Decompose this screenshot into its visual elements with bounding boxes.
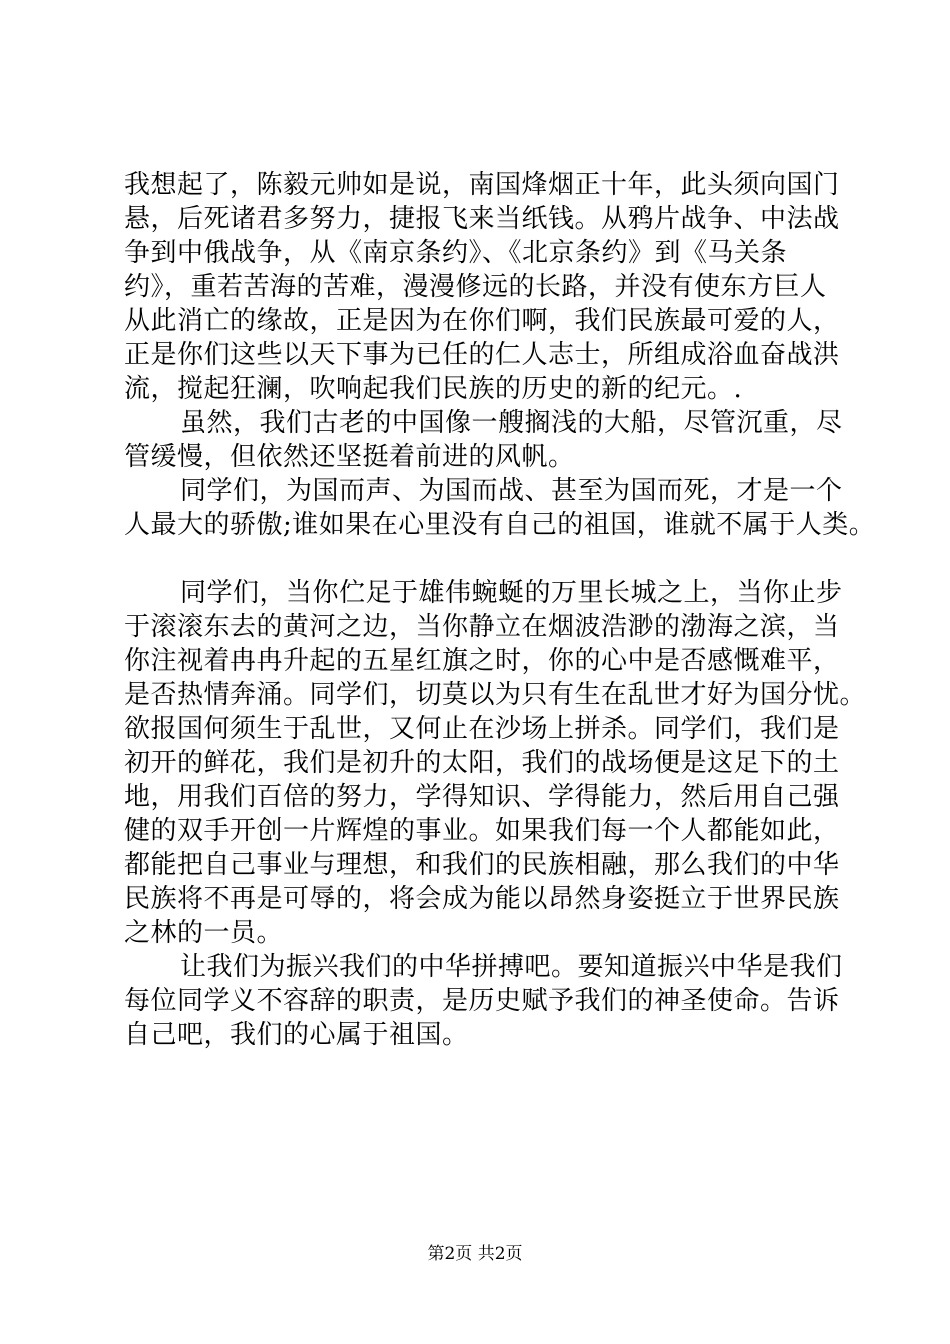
paragraph [124,168,839,406]
text-line: 都能把自己事业与理想，和我们的民族相融，那么我们的中华 [124,850,840,880]
text-line: 健的双手开创一片辉煌的事业。如果我们每一个人都能如此， [124,816,840,846]
paragraph [124,474,876,542]
text-line: 每位同学义不容辞的职责，是历史赋予我们的神圣使命。告诉 [124,986,840,1016]
text-line: 正是你们这些以天下事为已任的仁人志士，所组成浴血奋战洪 [124,340,840,370]
text-line: 管缓慢，但依然还坚挺着前进的风帆。 [124,442,575,472]
text-line: 从此消亡的缘故，正是因为在你们啊，我们民族最可爱的人， [124,306,840,336]
text-line: 争到中俄战争，从《南京条约》、《北京条约》到《马关条 [124,238,788,268]
text-line: 约》，重若苦海的苦难，漫漫修远的长路，并没有使东方巨人 [124,272,827,302]
text-line: 自己吧，我们的心属于祖国。 [124,1020,469,1050]
text-line: 于滚滚东去的黄河之边，当你静立在烟波浩渺的渤海之滨，当 [124,612,840,642]
text-line: 初开的鲜花，我们是初升的太阳，我们的战场便是这足下的土 [124,748,840,778]
text-line: 让我们为振兴我们的中华拼搏吧。要知道振兴中华是我们 [180,952,843,982]
text-line: 之林的一员。 [124,918,284,948]
text-line: 民族将不再是可辱的，将会成为能以昂然身姿挺立于世界民族 [124,884,840,914]
text-line: 虽然，我们古老的中国像一艘搁浅的大船，尽管沉重，尽 [180,408,843,438]
text-line: 流，搅起狂澜，吹响起我们民族的历史的新的纪元。. [124,374,743,404]
text-line: 悬，后死诸君多努力，捷报飞来当纸钱。从鸦片战争、中法战 [124,204,840,234]
paragraph [124,576,867,950]
text-line: 是否热情奔涌。同学们，切莫以为只有生在乱世才好为国分忧。 [124,680,867,710]
paragraph [124,950,843,1052]
text-line: 地，用我们百倍的努力，学得知识、学得能力，然后用自己强 [124,782,840,812]
text-line: 你注视着冉冉升起的五星红旗之时，你的心中是否感慨难平， [124,646,840,676]
document-body [124,168,876,1052]
page-number-footer: 第2页 共2页 [427,1244,523,1264]
text-line: 同学们，当你伫足于雄伟蜿蜒的万里长城之上，当你止步 [180,578,843,608]
text-line: 同学们，为国而声、为国而战、甚至为国而死，才是一个 [180,476,843,506]
text-line: 我想起了，陈毅元帅如是说，南国烽烟正十年，此头须向国门 [124,170,840,200]
text-line: 欲报国何须生于乱世，又何止在沙场上拼杀。同学们，我们是 [124,714,840,744]
text-line: 人最大的骄傲;谁如果在心里没有自己的祖国，谁就不属于人类。 [124,510,876,540]
paragraph [124,406,843,474]
paragraph-gap [124,542,839,576]
